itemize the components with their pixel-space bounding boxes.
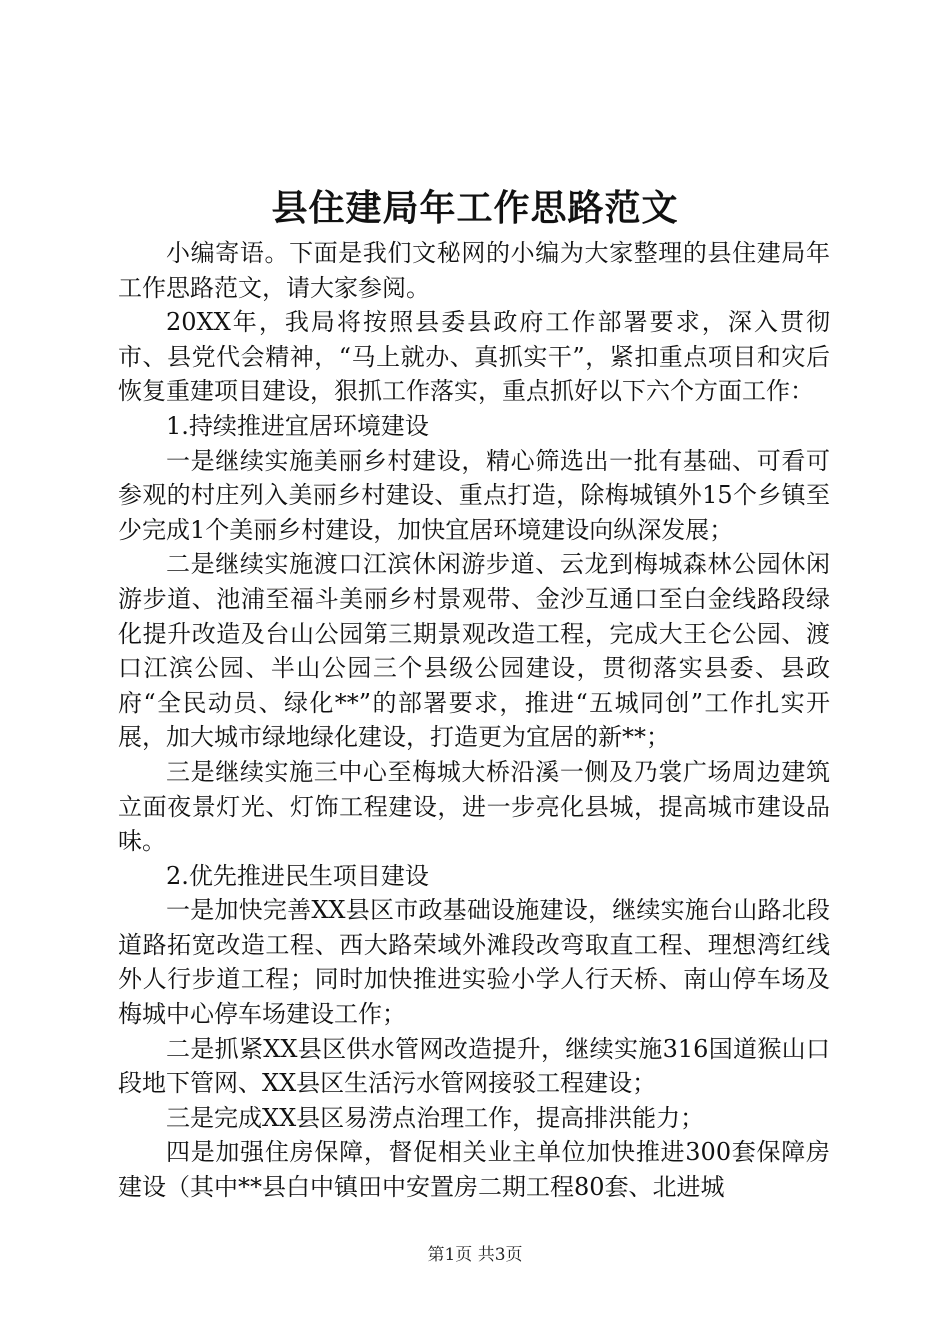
paragraph-intro: 小编寄语。下面是我们文秘网的小编为大家整理的县住建局年工作思路范文，请大家参阅。 [118,239,830,302]
paragraph-2-item-2: 二是抓紧XX县区供水管网改造提升，继续实施316国道猴山口段地下管网、XX县区生活污水管网接驳工程建设； [118,1034,830,1098]
paragraph-2-item-3: 三是完成XX县区易涝点治理工作，提高排洪能力； [166,1103,705,1132]
paragraph-1-item-2: 二是继续实施渡口江滨休闲游步道、云龙到梅城森林公园休闲游步道、池浦至福斗美丽乡村景观带、金沙互通口至白金线路段绿化提升改造及台山公园第三期景观改造工程，完成大王仑公园、渡口江滨公园、半山公园三个县级公园建设，贯彻落实县委、县政府“全民动员、绿化**”的部署要求，推进“五城同创”工作扎实开展，加大城市绿地绿化建设，打造更为宜居的新**； [118,550,830,752]
paragraph-1-item-3: 三是继续实施三中心至梅城大桥沿溪一侧及乃裳广场周边建筑立面夜景灯光、灯饰工程建设，进一步亮化县城，提高城市建设品味。 [118,757,830,856]
paragraph-overview: 20XX年，我局将按照县委县政府工作部署要求，深入贯彻市、县党代会精神，“马上就办、真抓实干”，紧扣重点项目和灾后恢复重建项目建设，狠抓工作落实，重点抓好以下六个方面工作： [118,308,830,406]
document-body [118,236,830,1205]
document-title: 县住建局年工作思路范文 [271,187,679,229]
paragraph-2-item-1: 一是加快完善XX县区市政基础设施建设，继续实施台山路北段道路拓宽改造工程、西大路荣域外滩段改弯取直工程、理想湾红线外人行步道工程；同时加快推进实验小学人行天桥、南山停车场及梅城中心停车场建设工作； [118,896,830,1029]
paragraph-1-item-1: 一是继续实施美丽乡村建设，精心筛选出一批有基础、可看可参观的村庄列入美丽乡村建设、重点打造，除梅城镇外15个乡镇至少完成1个美丽乡村建设，加快宜居环境建设向纵深发展； [118,446,830,544]
paragraph-2-item-4: 四是加强住房保障，督促相关业主单位加快推进300套保障房建设（其中**县白中镇田中安置房二期工程80套、北进城 [118,1138,830,1202]
section-heading-2: 2.优先推进民生项目建设 [166,861,429,890]
section-heading-1: 1.持续推进宜居环境建设 [166,411,429,440]
page-number-footer: 第1页 共3页 [427,1245,523,1265]
